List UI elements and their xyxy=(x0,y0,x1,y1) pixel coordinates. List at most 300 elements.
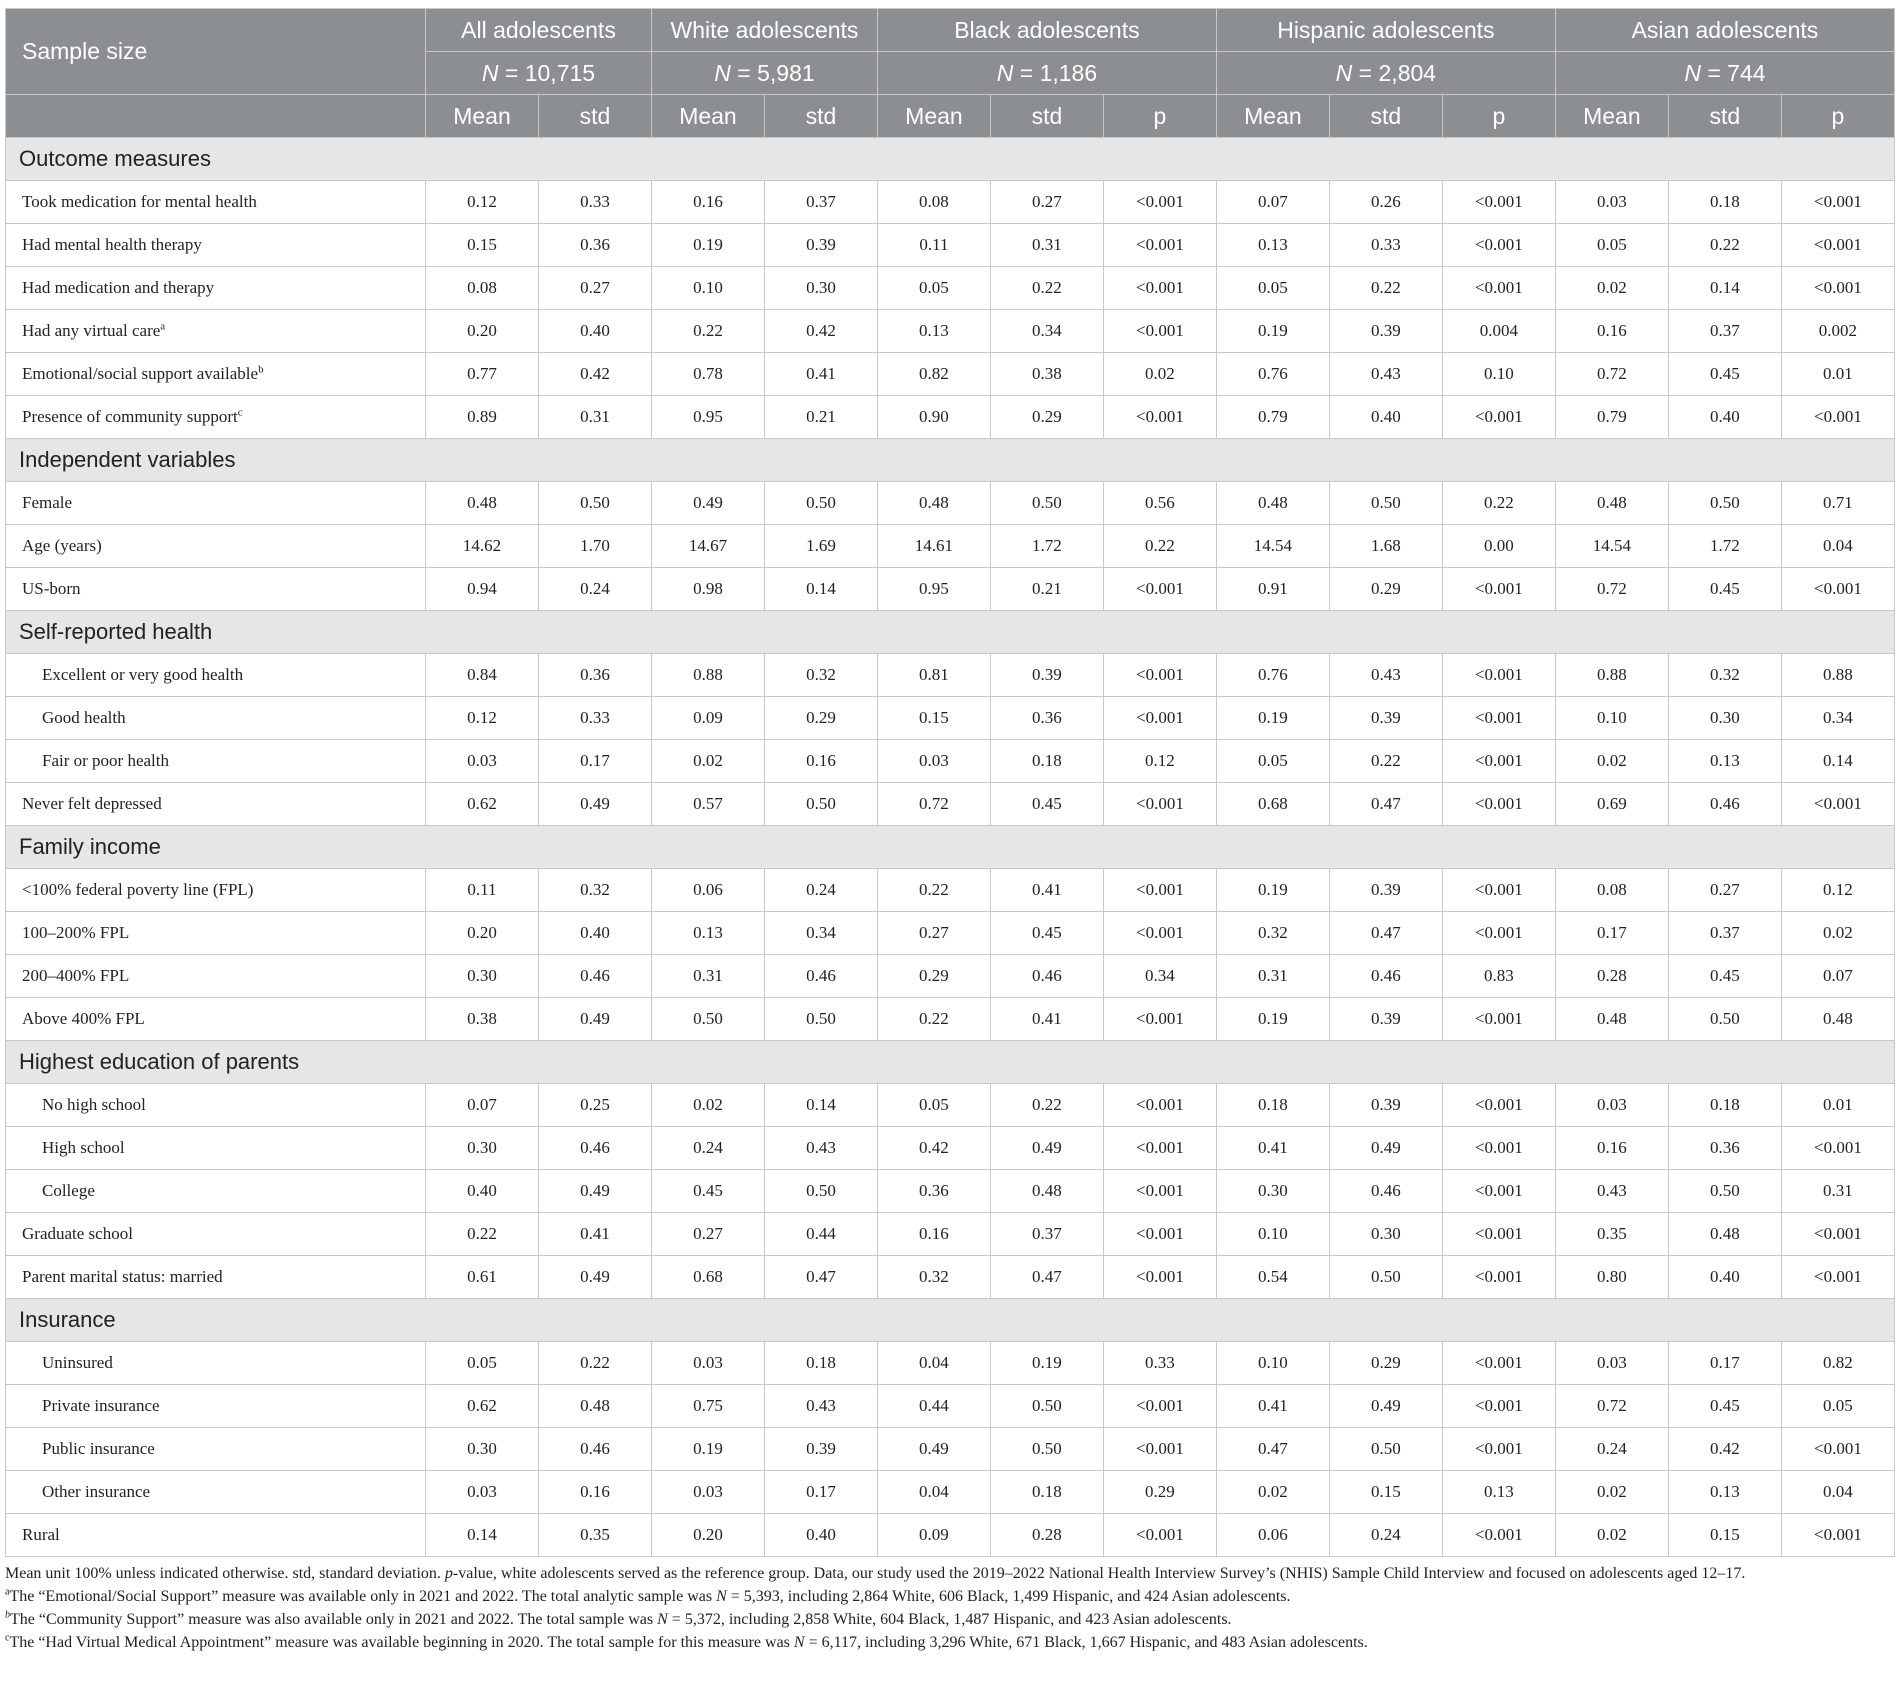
row-label: Never felt depressed xyxy=(22,794,162,813)
value-cell: 0.69 xyxy=(1555,783,1668,826)
value-cell: 0.45 xyxy=(990,912,1103,955)
value-cell: 0.39 xyxy=(990,654,1103,697)
value-cell: <0.001 xyxy=(1103,1256,1216,1299)
value-cell: 0.02 xyxy=(1555,1471,1668,1514)
value-cell: 0.54 xyxy=(1216,1256,1329,1299)
value-cell: 0.43 xyxy=(1329,654,1442,697)
value-cell: 0.39 xyxy=(764,224,877,267)
value-cell: 0.50 xyxy=(1329,1428,1442,1471)
equals-sign: = xyxy=(1352,59,1379,86)
value-cell: 0.40 xyxy=(538,912,651,955)
row-label-cell xyxy=(6,181,426,224)
value-cell: 0.30 xyxy=(1329,1213,1442,1256)
value-cell: 0.43 xyxy=(1555,1170,1668,1213)
value-cell: 0.17 xyxy=(764,1471,877,1514)
value-cell: 0.02 xyxy=(1555,740,1668,783)
value-cell: 0.44 xyxy=(764,1213,877,1256)
value-cell: 0.50 xyxy=(538,482,651,525)
footnote-text-2: = 6,117, including 3,296 White, 671 Black, 1,667 Hispanic, and 483 Asian adolescents. xyxy=(804,1634,1368,1651)
value-cell: 0.40 xyxy=(1329,396,1442,439)
equals-sign: = xyxy=(730,59,758,86)
value-cell: 0.13 xyxy=(877,310,990,353)
value-cell: 0.15 xyxy=(425,224,538,267)
value-cell: 0.17 xyxy=(1668,1342,1781,1385)
value-cell: <0.001 xyxy=(1442,998,1555,1041)
value-cell: <0.001 xyxy=(1103,1170,1216,1213)
value-cell: 0.15 xyxy=(1668,1514,1781,1557)
value-cell: 0.24 xyxy=(538,568,651,611)
value-cell: 0.72 xyxy=(877,783,990,826)
value-cell: 0.17 xyxy=(538,740,651,783)
value-cell: 0.49 xyxy=(1329,1127,1442,1170)
section-title: Self-reported health xyxy=(6,611,1895,654)
value-cell: <0.001 xyxy=(1781,783,1894,826)
value-cell: 0.48 xyxy=(1668,1213,1781,1256)
value-cell: <0.001 xyxy=(1103,654,1216,697)
sample-size-number: 5,981 xyxy=(757,59,815,86)
value-cell: 0.03 xyxy=(425,1471,538,1514)
value-cell: <0.001 xyxy=(1442,1428,1555,1471)
equals-sign: = xyxy=(1013,59,1040,86)
value-cell: 0.50 xyxy=(1329,482,1442,525)
value-cell: 0.57 xyxy=(651,783,764,826)
value-cell: 0.31 xyxy=(1216,955,1329,998)
row-label: Had medication and therapy xyxy=(22,278,215,297)
table-row xyxy=(6,654,1895,697)
section-title: Insurance xyxy=(6,1299,1895,1342)
value-cell: <0.001 xyxy=(1103,869,1216,912)
row-label-cell xyxy=(6,1514,426,1557)
footnote-mark: c xyxy=(5,1632,10,1644)
value-cell: <0.001 xyxy=(1103,697,1216,740)
section-row xyxy=(6,826,1895,869)
sample-size-number: 10,715 xyxy=(524,59,596,86)
value-cell: 0.32 xyxy=(877,1256,990,1299)
value-cell: 0.27 xyxy=(651,1213,764,1256)
value-cell: <0.001 xyxy=(1781,181,1894,224)
value-cell: <0.001 xyxy=(1442,396,1555,439)
value-cell: 0.48 xyxy=(1555,482,1668,525)
col-mean: Mean xyxy=(877,95,990,138)
value-cell: 0.20 xyxy=(425,912,538,955)
value-cell: <0.001 xyxy=(1442,181,1555,224)
value-cell: 0.16 xyxy=(764,740,877,783)
table-row xyxy=(6,1127,1895,1170)
value-cell: 0.45 xyxy=(1668,353,1781,396)
footnote-mark: b xyxy=(5,1609,10,1621)
value-cell: 0.56 xyxy=(1103,482,1216,525)
value-cell: 0.30 xyxy=(425,1428,538,1471)
value-cell: <0.001 xyxy=(1442,654,1555,697)
value-cell: 0.13 xyxy=(1668,740,1781,783)
value-cell: 0.42 xyxy=(538,353,651,396)
value-cell: 0.06 xyxy=(1216,1514,1329,1557)
value-cell: 0.46 xyxy=(538,1428,651,1471)
n-symbol: N xyxy=(481,59,499,86)
table-row xyxy=(6,310,1895,353)
value-cell: 0.18 xyxy=(1668,181,1781,224)
value-cell: <0.001 xyxy=(1781,1127,1894,1170)
row-label-cell xyxy=(6,482,426,525)
value-cell: 1.70 xyxy=(538,525,651,568)
value-cell: <0.001 xyxy=(1781,267,1894,310)
value-cell: 0.22 xyxy=(1329,740,1442,783)
value-cell: 0.24 xyxy=(1329,1514,1442,1557)
value-cell: 0.71 xyxy=(1781,482,1894,525)
value-cell: 14.54 xyxy=(1216,525,1329,568)
row-label: US-born xyxy=(22,579,81,598)
row-label-cell xyxy=(6,1170,426,1213)
value-cell: 1.69 xyxy=(764,525,877,568)
value-cell: <0.001 xyxy=(1103,396,1216,439)
value-cell: 0.02 xyxy=(651,1084,764,1127)
value-cell: 0.46 xyxy=(1668,783,1781,826)
value-cell: <0.001 xyxy=(1781,1514,1894,1557)
value-cell: <0.001 xyxy=(1442,1514,1555,1557)
value-cell: 0.12 xyxy=(425,697,538,740)
value-cell: 0.10 xyxy=(1216,1342,1329,1385)
value-cell: <0.001 xyxy=(1442,568,1555,611)
value-cell: 0.22 xyxy=(990,267,1103,310)
value-cell: <0.001 xyxy=(1103,181,1216,224)
row-label-cell xyxy=(6,1385,426,1428)
row-label-cell xyxy=(6,310,426,353)
value-cell: 0.75 xyxy=(651,1385,764,1428)
value-cell: 0.09 xyxy=(877,1514,990,1557)
value-cell: <0.001 xyxy=(1103,1084,1216,1127)
value-cell: 0.41 xyxy=(1216,1127,1329,1170)
value-cell: 0.81 xyxy=(877,654,990,697)
value-cell: 0.50 xyxy=(1668,998,1781,1041)
row-label-cell xyxy=(6,1428,426,1471)
row-label-cell xyxy=(6,1084,426,1127)
value-cell: 0.39 xyxy=(1329,1084,1442,1127)
col-p: p xyxy=(1442,95,1555,138)
row-label: 200–400% FPL xyxy=(22,966,130,985)
value-cell: 0.47 xyxy=(990,1256,1103,1299)
value-cell: 0.29 xyxy=(990,396,1103,439)
table-row xyxy=(6,1428,1895,1471)
table-row xyxy=(6,998,1895,1041)
value-cell: 0.29 xyxy=(877,955,990,998)
value-cell: 0.42 xyxy=(877,1127,990,1170)
footnote-text-2: = 5,372, including 2,858 White, 604 Black, 1,487 Hispanic, and 423 Asian adolescents. xyxy=(667,1611,1232,1628)
sample-size-value xyxy=(1555,52,1894,95)
section-title: Highest education of parents xyxy=(6,1041,1895,1084)
value-cell: 0.16 xyxy=(877,1213,990,1256)
value-cell: 0.21 xyxy=(764,396,877,439)
value-cell: 0.72 xyxy=(1555,353,1668,396)
value-cell: 0.39 xyxy=(1329,998,1442,1041)
value-cell: 0.48 xyxy=(1781,998,1894,1041)
value-cell: 0.02 xyxy=(1216,1471,1329,1514)
value-cell: 0.39 xyxy=(1329,310,1442,353)
value-cell: 0.13 xyxy=(1442,1471,1555,1514)
value-cell: 0.16 xyxy=(651,181,764,224)
n-symbol: N xyxy=(716,1588,727,1605)
value-cell: 0.82 xyxy=(1781,1342,1894,1385)
value-cell: 0.47 xyxy=(764,1256,877,1299)
footnote-c xyxy=(5,1632,1895,1654)
row-label: Fair or poor health xyxy=(42,751,169,770)
value-cell: 0.46 xyxy=(538,955,651,998)
value-cell: <0.001 xyxy=(1781,224,1894,267)
value-cell: 0.37 xyxy=(1668,912,1781,955)
value-cell: <0.001 xyxy=(1103,224,1216,267)
row-label: No high school xyxy=(42,1095,146,1114)
value-cell: 0.24 xyxy=(1555,1428,1668,1471)
value-cell: 0.68 xyxy=(651,1256,764,1299)
value-cell: 0.27 xyxy=(877,912,990,955)
row-label-cell xyxy=(6,697,426,740)
section-row xyxy=(6,611,1895,654)
value-cell: 0.50 xyxy=(1329,1256,1442,1299)
value-cell: <0.001 xyxy=(1103,1385,1216,1428)
col-std: std xyxy=(1329,95,1442,138)
table-row xyxy=(6,267,1895,310)
demographics-table xyxy=(5,8,1895,1557)
value-cell: 0.02 xyxy=(1781,912,1894,955)
value-cell: 0.50 xyxy=(990,482,1103,525)
n-symbol: N xyxy=(996,59,1014,86)
value-cell: 0.49 xyxy=(538,783,651,826)
value-cell: 0.49 xyxy=(990,1127,1103,1170)
value-cell: 0.76 xyxy=(1216,353,1329,396)
value-cell: 0.83 xyxy=(1442,955,1555,998)
value-cell: <0.001 xyxy=(1781,1213,1894,1256)
row-label-cell xyxy=(6,1342,426,1385)
value-cell: <0.001 xyxy=(1781,1256,1894,1299)
value-cell: 0.50 xyxy=(651,998,764,1041)
value-cell: 0.78 xyxy=(651,353,764,396)
n-symbol: N xyxy=(657,1611,668,1628)
value-cell: 0.22 xyxy=(538,1342,651,1385)
row-label-cell xyxy=(6,869,426,912)
value-cell: 0.95 xyxy=(651,396,764,439)
value-cell: 0.48 xyxy=(1555,998,1668,1041)
section-title: Family income xyxy=(6,826,1895,869)
value-cell: 0.27 xyxy=(538,267,651,310)
row-label: Had mental health therapy xyxy=(22,235,202,254)
row-label: Age (years) xyxy=(22,536,102,555)
value-cell: 0.36 xyxy=(538,654,651,697)
value-cell: 0.10 xyxy=(1216,1213,1329,1256)
value-cell: 0.46 xyxy=(538,1127,651,1170)
value-cell: 0.00 xyxy=(1442,525,1555,568)
value-cell: <0.001 xyxy=(1442,1213,1555,1256)
table-row xyxy=(6,1170,1895,1213)
value-cell: 0.40 xyxy=(1668,1256,1781,1299)
value-cell: <0.001 xyxy=(1103,1127,1216,1170)
section-row xyxy=(6,439,1895,482)
value-cell: <0.001 xyxy=(1442,1385,1555,1428)
value-cell: 0.22 xyxy=(651,310,764,353)
value-cell: 0.91 xyxy=(1216,568,1329,611)
col-p: p xyxy=(1103,95,1216,138)
value-cell: 0.05 xyxy=(425,1342,538,1385)
value-cell: 0.41 xyxy=(990,998,1103,1041)
value-cell: 0.49 xyxy=(877,1428,990,1471)
value-cell: <0.001 xyxy=(1103,568,1216,611)
value-cell: 0.34 xyxy=(764,912,877,955)
value-cell: 0.32 xyxy=(764,654,877,697)
table-row xyxy=(6,697,1895,740)
value-cell: 0.19 xyxy=(1216,998,1329,1041)
value-cell: 0.01 xyxy=(1781,353,1894,396)
value-cell: 0.48 xyxy=(538,1385,651,1428)
footnote-main xyxy=(5,1563,1895,1585)
value-cell: <0.001 xyxy=(1103,1428,1216,1471)
row-label-cell xyxy=(6,1127,426,1170)
table-body xyxy=(6,138,1895,1557)
table-row xyxy=(6,783,1895,826)
col-std: std xyxy=(990,95,1103,138)
value-cell: 0.03 xyxy=(1555,181,1668,224)
value-cell: 0.16 xyxy=(1555,310,1668,353)
row-label: Private insurance xyxy=(42,1396,160,1415)
n-symbol: N xyxy=(1335,59,1353,86)
value-cell: 0.79 xyxy=(1216,396,1329,439)
value-cell: 0.36 xyxy=(877,1170,990,1213)
value-cell: <0.001 xyxy=(1103,267,1216,310)
value-cell: 0.45 xyxy=(1668,568,1781,611)
table-row xyxy=(6,396,1895,439)
table-row xyxy=(6,740,1895,783)
value-cell: 0.04 xyxy=(1781,1471,1894,1514)
value-cell: 0.46 xyxy=(990,955,1103,998)
value-cell: 0.34 xyxy=(1103,955,1216,998)
table-row xyxy=(6,1342,1895,1385)
row-label: Good health xyxy=(42,708,126,727)
value-cell: 0.33 xyxy=(538,697,651,740)
value-cell: <0.001 xyxy=(1103,1213,1216,1256)
value-cell: <0.001 xyxy=(1103,1514,1216,1557)
footnote-text: The “Community Support” measure was also available only in 2021 and 2022. The total sample was xyxy=(10,1611,658,1628)
value-cell: 0.18 xyxy=(1668,1084,1781,1127)
group-header-all: All adolescents xyxy=(425,9,651,52)
row-label-cell xyxy=(6,1213,426,1256)
table-row xyxy=(6,912,1895,955)
value-cell: 0.30 xyxy=(425,955,538,998)
value-cell: 0.06 xyxy=(651,869,764,912)
value-cell: 0.004 xyxy=(1442,310,1555,353)
col-std: std xyxy=(538,95,651,138)
value-cell: 0.33 xyxy=(1103,1342,1216,1385)
value-cell: 0.94 xyxy=(425,568,538,611)
section-row xyxy=(6,1041,1895,1084)
col-std: std xyxy=(1668,95,1781,138)
row-label-cell xyxy=(6,396,426,439)
value-cell: 0.05 xyxy=(1555,224,1668,267)
row-label-cell xyxy=(6,1471,426,1514)
value-cell: 0.02 xyxy=(1555,267,1668,310)
value-cell: 0.88 xyxy=(1555,654,1668,697)
value-cell: 0.80 xyxy=(1555,1256,1668,1299)
value-cell: 0.31 xyxy=(538,396,651,439)
row-label: Graduate school xyxy=(22,1224,133,1243)
table-row xyxy=(6,482,1895,525)
row-label: <100% federal poverty line (FPL) xyxy=(22,880,254,899)
value-cell: 0.39 xyxy=(1329,697,1442,740)
table-row xyxy=(6,353,1895,396)
value-cell: 0.25 xyxy=(538,1084,651,1127)
value-cell: 0.03 xyxy=(651,1342,764,1385)
value-cell: <0.001 xyxy=(1442,1127,1555,1170)
value-cell: 0.22 xyxy=(1329,267,1442,310)
value-cell: 0.35 xyxy=(1555,1213,1668,1256)
group-header-white: White adolescents xyxy=(651,9,877,52)
value-cell: 0.32 xyxy=(538,869,651,912)
footnote-text: The “Emotional/Social Support” measure was available only in 2021 and 2022. The total analytic sample was xyxy=(9,1588,717,1605)
value-cell: 0.31 xyxy=(990,224,1103,267)
table-row xyxy=(6,1084,1895,1127)
value-cell: 0.002 xyxy=(1781,310,1894,353)
footnote-p-symbol: p xyxy=(444,1565,453,1582)
row-label: Took medication for mental health xyxy=(22,192,257,211)
col-mean: Mean xyxy=(651,95,764,138)
table-row xyxy=(6,869,1895,912)
footnote-marker: a xyxy=(160,320,166,333)
value-cell: 0.22 xyxy=(425,1213,538,1256)
value-cell: 0.37 xyxy=(990,1213,1103,1256)
value-cell: 0.12 xyxy=(1781,869,1894,912)
value-cell: 0.14 xyxy=(425,1514,538,1557)
value-cell: 0.45 xyxy=(651,1170,764,1213)
value-cell: 0.02 xyxy=(651,740,764,783)
value-cell: 0.49 xyxy=(538,1170,651,1213)
value-cell: 0.15 xyxy=(877,697,990,740)
value-cell: 0.14 xyxy=(1781,740,1894,783)
value-cell: <0.001 xyxy=(1103,998,1216,1041)
value-cell: 0.34 xyxy=(1781,697,1894,740)
value-cell: 0.03 xyxy=(425,740,538,783)
row-label: Above 400% FPL xyxy=(22,1009,145,1028)
value-cell: <0.001 xyxy=(1103,912,1216,955)
value-cell: 0.39 xyxy=(764,1428,877,1471)
value-cell: 0.48 xyxy=(877,482,990,525)
value-cell: 0.18 xyxy=(764,1342,877,1385)
value-cell: 0.16 xyxy=(538,1471,651,1514)
value-cell: 0.40 xyxy=(1668,396,1781,439)
value-cell: 0.49 xyxy=(538,998,651,1041)
table-row xyxy=(6,525,1895,568)
value-cell: 0.26 xyxy=(1329,181,1442,224)
value-cell: 0.46 xyxy=(764,955,877,998)
row-label: Emotional/social support available xyxy=(22,364,259,383)
value-cell: 0.49 xyxy=(1329,1385,1442,1428)
row-label: Uninsured xyxy=(42,1353,113,1372)
table-header xyxy=(6,9,1895,138)
value-cell: 0.01 xyxy=(1781,1084,1894,1127)
row-label-cell xyxy=(6,267,426,310)
row-label-cell xyxy=(6,955,426,998)
value-cell: <0.001 xyxy=(1103,783,1216,826)
table-row xyxy=(6,1256,1895,1299)
value-cell: 0.41 xyxy=(538,1213,651,1256)
value-cell: 0.34 xyxy=(990,310,1103,353)
value-cell: 0.17 xyxy=(1555,912,1668,955)
row-label: College xyxy=(42,1181,95,1200)
value-cell: 0.21 xyxy=(990,568,1103,611)
value-cell: 0.27 xyxy=(1668,869,1781,912)
value-cell: 0.05 xyxy=(877,267,990,310)
value-cell: 1.72 xyxy=(1668,525,1781,568)
value-cell: <0.001 xyxy=(1442,224,1555,267)
col-std: std xyxy=(764,95,877,138)
col-p: p xyxy=(1781,95,1894,138)
value-cell: 1.72 xyxy=(990,525,1103,568)
value-cell: 0.48 xyxy=(425,482,538,525)
